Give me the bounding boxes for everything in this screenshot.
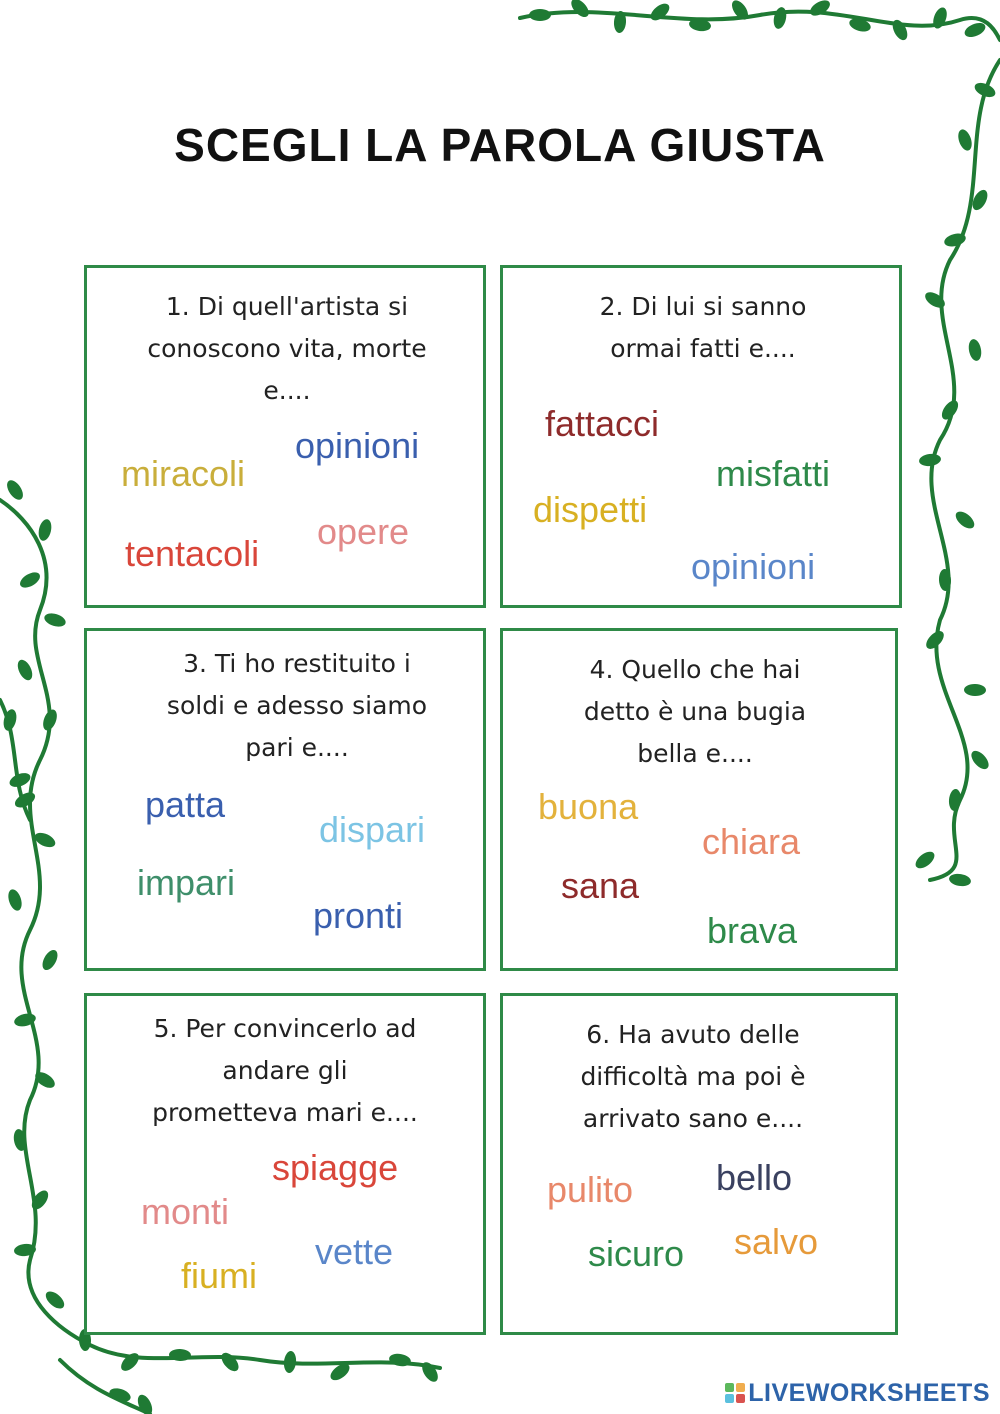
answer-option[interactable]: impari bbox=[137, 862, 236, 903]
question-text bbox=[115, 1008, 455, 1134]
answer-option[interactable]: miracoli bbox=[121, 453, 246, 494]
question-card-4 bbox=[500, 628, 898, 971]
question-card-1 bbox=[84, 265, 486, 608]
answer-option[interactable]: opinioni bbox=[295, 425, 420, 466]
answer-option[interactable]: sicuro bbox=[588, 1233, 685, 1274]
question-line: 1. Di quell'artista si bbox=[165, 292, 409, 321]
question-card-5 bbox=[84, 993, 486, 1335]
question-line: prometteva mari e.... bbox=[152, 1098, 418, 1127]
question-line: 5. Per convincerlo ad bbox=[153, 1014, 417, 1043]
question-text bbox=[533, 286, 873, 370]
question-text bbox=[117, 286, 457, 412]
page-title: SCEGLI LA PAROLA GIUSTA bbox=[174, 119, 826, 171]
answer-option[interactable]: sana bbox=[561, 865, 640, 906]
question-line: 6. Ha avuto delle bbox=[586, 1020, 800, 1049]
logo-mark-icon bbox=[725, 1383, 745, 1403]
question-line: pari e.... bbox=[245, 733, 349, 762]
answer-option[interactable]: tentacoli bbox=[125, 533, 260, 574]
answer-option[interactable]: chiara bbox=[702, 821, 801, 862]
answer-option[interactable]: opinioni bbox=[691, 546, 816, 587]
answer-option[interactable]: pulito bbox=[547, 1169, 634, 1210]
question-line: arrivato sano e.... bbox=[582, 1104, 804, 1133]
question-text bbox=[525, 649, 865, 775]
question-line: detto è una bugia bbox=[583, 697, 807, 726]
answer-option[interactable]: monti bbox=[141, 1191, 230, 1232]
logo-tile bbox=[725, 1383, 734, 1392]
answer-option[interactable]: buona bbox=[538, 786, 639, 827]
answer-option[interactable]: patta bbox=[145, 784, 226, 825]
logo-tile bbox=[736, 1383, 745, 1392]
question-line: 3. Ti ho restituito i bbox=[183, 649, 411, 678]
question-line: 4. Quello che hai bbox=[589, 655, 801, 684]
answer-option[interactable]: bello bbox=[716, 1157, 793, 1198]
answer-option[interactable]: brava bbox=[707, 910, 798, 951]
answer-option[interactable]: spiagge bbox=[272, 1147, 399, 1188]
answer-option[interactable]: misfatti bbox=[716, 453, 831, 494]
answer-option[interactable]: fattacci bbox=[545, 403, 660, 444]
question-line: andare gli bbox=[222, 1056, 348, 1085]
logo-tile bbox=[725, 1394, 734, 1403]
answer-option[interactable]: dispari bbox=[319, 809, 426, 850]
question-line: difficoltà ma poi è bbox=[580, 1062, 806, 1091]
question-line: conoscono vita, morte bbox=[147, 334, 427, 363]
question-line: soldi e adesso siamo bbox=[166, 691, 428, 720]
question-line: e.... bbox=[263, 376, 311, 405]
answer-option[interactable]: salvo bbox=[734, 1221, 819, 1262]
question-line: ormai fatti e.... bbox=[610, 334, 796, 363]
question-text bbox=[127, 643, 467, 769]
answer-option[interactable]: opere bbox=[317, 511, 410, 552]
question-line: bella e.... bbox=[637, 739, 753, 768]
logo-tile bbox=[736, 1394, 745, 1403]
question-card-3 bbox=[84, 628, 486, 971]
answer-option[interactable]: pronti bbox=[313, 895, 404, 936]
logo-text: LIVEWORKSHEETS bbox=[748, 1378, 990, 1407]
question-line: 2. Di lui si sanno bbox=[599, 292, 807, 321]
answer-option[interactable]: dispetti bbox=[533, 489, 648, 530]
answer-option[interactable]: fiumi bbox=[181, 1255, 258, 1296]
question-text bbox=[513, 1014, 873, 1140]
question-card-2 bbox=[500, 265, 902, 608]
question-card-6 bbox=[500, 993, 898, 1335]
answer-option[interactable]: vette bbox=[315, 1231, 394, 1272]
liveworksheets-logo bbox=[725, 1380, 990, 1406]
